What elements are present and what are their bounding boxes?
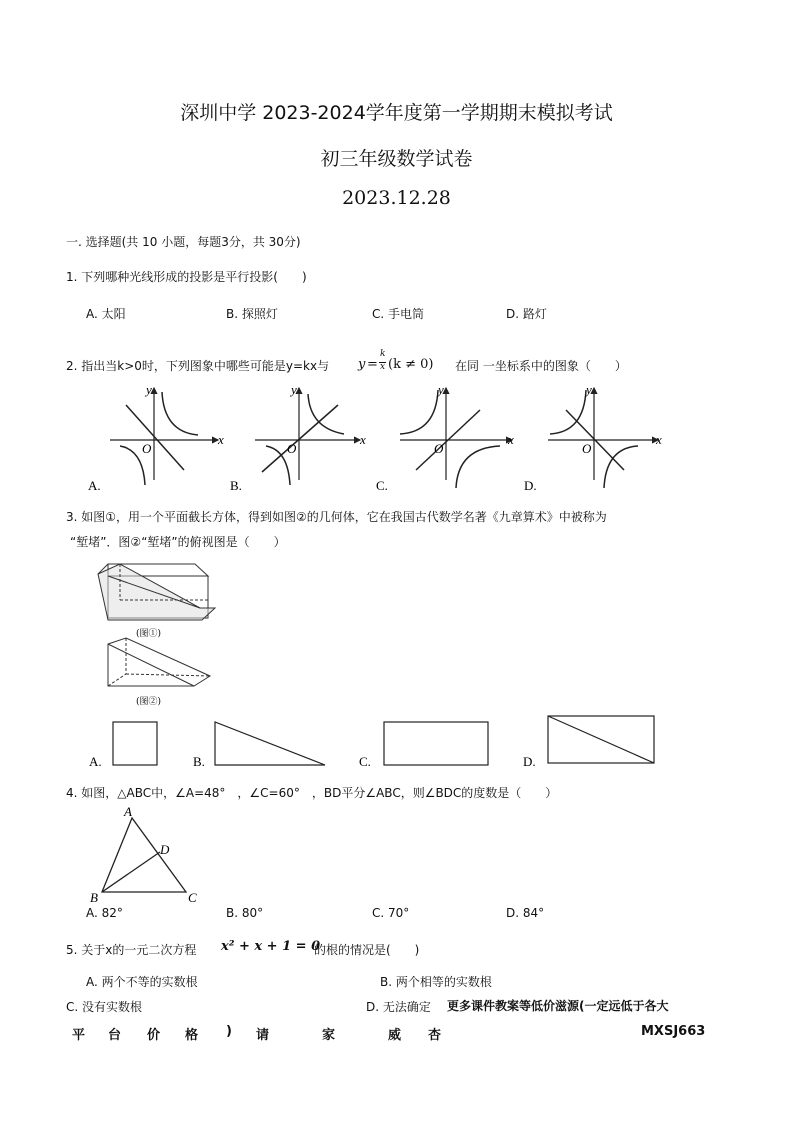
q5-option-a: A. 两个不等的实数根 xyxy=(86,975,198,989)
svg-text:y: y xyxy=(438,382,444,397)
q1-option-c: C. 手电筒 xyxy=(372,307,425,321)
section-heading: 一. 选择题(共 10 小题，每题3分，共 30分) xyxy=(66,235,301,249)
q3-figures xyxy=(90,558,230,708)
q3-options xyxy=(85,712,675,774)
q4-point-a: A xyxy=(124,804,132,819)
q3-fig1-caption: (图①) xyxy=(136,629,162,639)
q1-option-a: A. 太阳 xyxy=(86,307,126,321)
promo-line1: 更多课件教案等低价滋源(一定远低于各大 xyxy=(447,999,669,1013)
q1-option-d: D. 路灯 xyxy=(506,307,547,321)
q4-point-c: C xyxy=(188,890,197,904)
svg-text:x: x xyxy=(508,432,514,447)
q2-option-b: B. xyxy=(230,478,242,493)
q1-option-b: B. 探照灯 xyxy=(226,307,278,321)
q5-stem-a: 5. 关于x的一元二次方程 xyxy=(66,943,197,957)
exam-date: 2023.12.28 xyxy=(342,187,451,209)
q5-option-b: B. 两个相等的实数根 xyxy=(380,975,492,989)
q2-graph-c xyxy=(400,382,514,488)
q3-option-a: A. xyxy=(89,754,102,769)
q3-option-b-shape xyxy=(215,722,325,765)
q3-option-c-shape xyxy=(384,722,488,765)
q2-option-c: C. xyxy=(376,478,388,493)
q4-option-a: A. 82° xyxy=(86,906,123,920)
promo-code: MXSJ663 xyxy=(641,1024,706,1039)
svg-text:y: y xyxy=(146,382,152,397)
q4-point-b: B xyxy=(90,890,98,904)
svg-text:O: O xyxy=(287,441,297,456)
q4-option-d: D. 84° xyxy=(506,906,545,920)
q3-fig1 xyxy=(98,564,215,620)
q2-formula-cond: (k ≠ 0) xyxy=(388,357,434,372)
q4-option-c: C. 70° xyxy=(372,906,410,920)
q2-graph-d xyxy=(548,382,662,488)
q3-option-d: D. xyxy=(523,754,536,769)
q5-stem-b: 的根的情况是( ) xyxy=(314,943,420,957)
q4-stem: 4. 如图，△ABC中，∠A=48° ，∠C=60° ，BD平分∠ABC，则∠BDC的度数是（ ） xyxy=(66,786,558,800)
svg-text:x: x xyxy=(656,432,662,447)
q3-stem-line1: 3. 如图①，用一个平面截长方体，得到如图②的几何体，它在我国古代数学名著《九章算术》中被称为 xyxy=(66,510,607,524)
q3-option-a-shape xyxy=(113,722,157,765)
svg-text:O: O xyxy=(142,441,152,456)
q2-option-a: A. xyxy=(88,478,101,493)
exam-title: 深圳中学 2023-2024学年度第一学期期末模拟考试 xyxy=(180,102,613,124)
q2-stem-b: 在同 一坐标系中的图象（ ） xyxy=(455,359,627,373)
q2-formula-num: k xyxy=(380,349,386,359)
q3-fig2-caption: (图②) xyxy=(136,697,162,707)
q3-stem-line2: “堑堵”．图②“堑堵”的俯视图是（ ） xyxy=(70,535,286,549)
svg-text:y: y xyxy=(586,382,592,397)
promo-line2: 平 台 价 格 ) 请 家 威 杏 MXSJ663 xyxy=(72,1024,706,1043)
svg-text:y: y xyxy=(291,382,297,397)
q2-graph-b xyxy=(255,382,366,485)
q2-graphs xyxy=(80,380,700,495)
q5-equation: x² + x + 1 = 0 xyxy=(221,939,321,954)
svg-text:O: O xyxy=(434,441,444,456)
q2-stem-a: 2. 指出当k>0时，下列图象中哪些可能是y=kx与 xyxy=(66,359,330,373)
q2-formula-y: y xyxy=(358,357,366,372)
q4-triangle-figure xyxy=(84,804,204,904)
exam-subtitle: 初三年级数学试卷 xyxy=(320,148,473,170)
q3-option-b: B. xyxy=(193,754,205,769)
svg-text:O: O xyxy=(582,441,592,456)
q4-option-b: B. 80° xyxy=(226,906,264,920)
q3-fig2 xyxy=(108,638,210,686)
q5-option-c: C. 没有实数根 xyxy=(66,1000,143,1014)
svg-text:x: x xyxy=(360,432,366,447)
q5-option-d: D. 无法确定 xyxy=(366,1000,431,1014)
q2-formula-den: x xyxy=(380,362,386,372)
q2-graph-a xyxy=(110,382,224,485)
q1-stem: 1. 下列哪种光线形成的投影是平行投影( ) xyxy=(66,270,307,284)
q2-option-d: D. xyxy=(524,478,537,493)
q4-point-d: D xyxy=(160,842,170,857)
svg-text:x: x xyxy=(218,432,224,447)
q2-formula-eq: = xyxy=(367,357,378,372)
q3-option-c: C. xyxy=(359,754,371,769)
